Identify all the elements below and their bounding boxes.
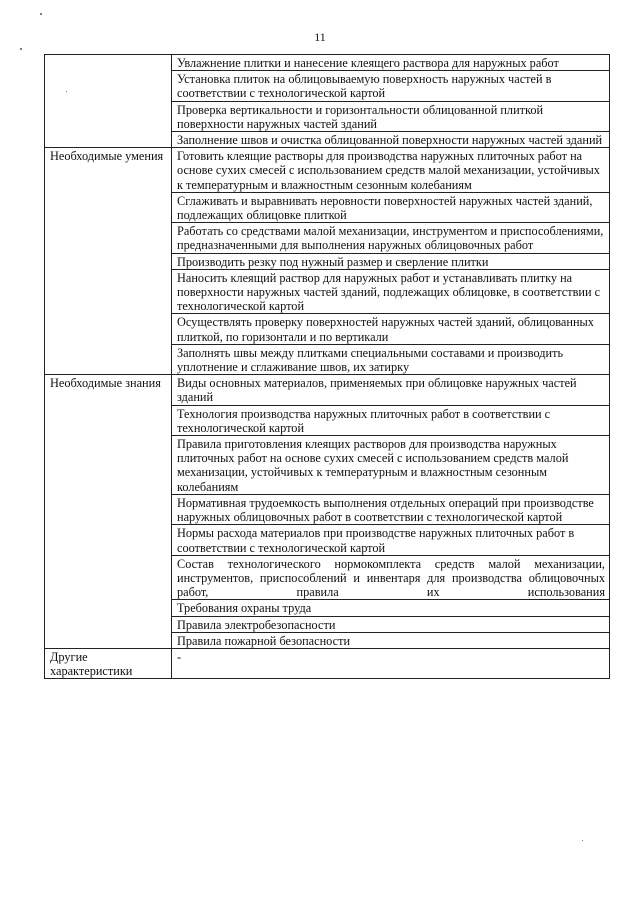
table-cell: Правила электробезопасности bbox=[172, 616, 610, 632]
table-cell: Осуществлять проверку поверхностей наружных частей зданий, облицованных плиткой, по горизонтали и по вертикали bbox=[172, 314, 610, 344]
table-cell: Сглаживать и выравнивать неровности поверхностей наружных частей зданий, подлежащих облицовке плиткой bbox=[172, 192, 610, 222]
table-cell: Увлажнение плитки и нанесение клеящего раствора для наружных работ bbox=[172, 55, 610, 71]
table-row bbox=[45, 648, 610, 678]
scan-speck bbox=[20, 48, 22, 50]
table-cell: Виды основных материалов, применяемых при облицовке наружных частей зданий bbox=[172, 375, 610, 405]
table-row bbox=[45, 375, 610, 405]
table-cell: Заполнять швы между плитками специальными составами и производить уплотнение и сглаживание швов, их затирку bbox=[172, 344, 610, 374]
table-cell: Заполнение швов и очистка облицованной поверхности наружных частей зданий bbox=[172, 132, 610, 148]
scan-speck bbox=[582, 840, 583, 841]
table-cell: Правила пожарной безопасности bbox=[172, 632, 610, 648]
table-cell: Производить резку под нужный размер и сверление плитки bbox=[172, 253, 610, 269]
table-cell: Правила приготовления клеящих растворов для производства наружных плиточных работ на основе сухих смесей с использованием средств малой механизации, устойчивых к температурным и влажностным сезонным колебаниям bbox=[172, 436, 610, 495]
table-cell: Состав технологического нормокомплекта средств малой механизации, инструментов, приспособлений и инвентаря для производства облицовочных работ, правила их использования bbox=[172, 555, 610, 600]
page-number: 11 bbox=[314, 30, 326, 44]
row-label bbox=[45, 55, 172, 148]
row-label-knowledge: Необходимые знания bbox=[45, 375, 172, 649]
table-row bbox=[45, 148, 610, 193]
specification-table bbox=[44, 54, 610, 679]
table-cell: Нормы расхода материалов при производстве наружных плиточных работ в соответствии с технологической картой bbox=[172, 525, 610, 555]
table-cell: Установка плиток на облицовываемую поверхность наружных частей в соответствии с технологической картой bbox=[172, 71, 610, 101]
table-row bbox=[45, 55, 610, 71]
table-cell: Проверка вертикальности и горизонтальности облицованной плиткой поверхности наружных частей зданий bbox=[172, 101, 610, 131]
row-label-other: Другие характеристики bbox=[45, 648, 172, 678]
table-cell: Готовить клеящие растворы для производства наружных плиточных работ на основе сухих смесей с использованием средств малой механизации, устойчивых к температурным и влажностным сезонным колебаниям bbox=[172, 148, 610, 193]
row-label-skills: Необходимые умения bbox=[45, 148, 172, 375]
scan-speck bbox=[40, 13, 42, 15]
table-cell: Нормативная трудоемкость выполнения отдельных операций при производстве наружных облицовочных работ в соответствии с технологической картой bbox=[172, 494, 610, 524]
table-cell: Технология производства наружных плиточных работ в соответствии с технологической картой bbox=[172, 405, 610, 435]
table-cell: Наносить клеящий раствор для наружных работ и устанавливать плитку на поверхности наружных частей зданий, подлежащих облицовке, в соответствии с технологической картой bbox=[172, 269, 610, 314]
table-cell: - bbox=[172, 648, 610, 678]
table-cell: Требования охраны труда bbox=[172, 600, 610, 616]
table-cell: Работать со средствами малой механизации, инструментом и приспособлениями, предназначенными для выполнения наружных облицовочных работ bbox=[172, 223, 610, 253]
